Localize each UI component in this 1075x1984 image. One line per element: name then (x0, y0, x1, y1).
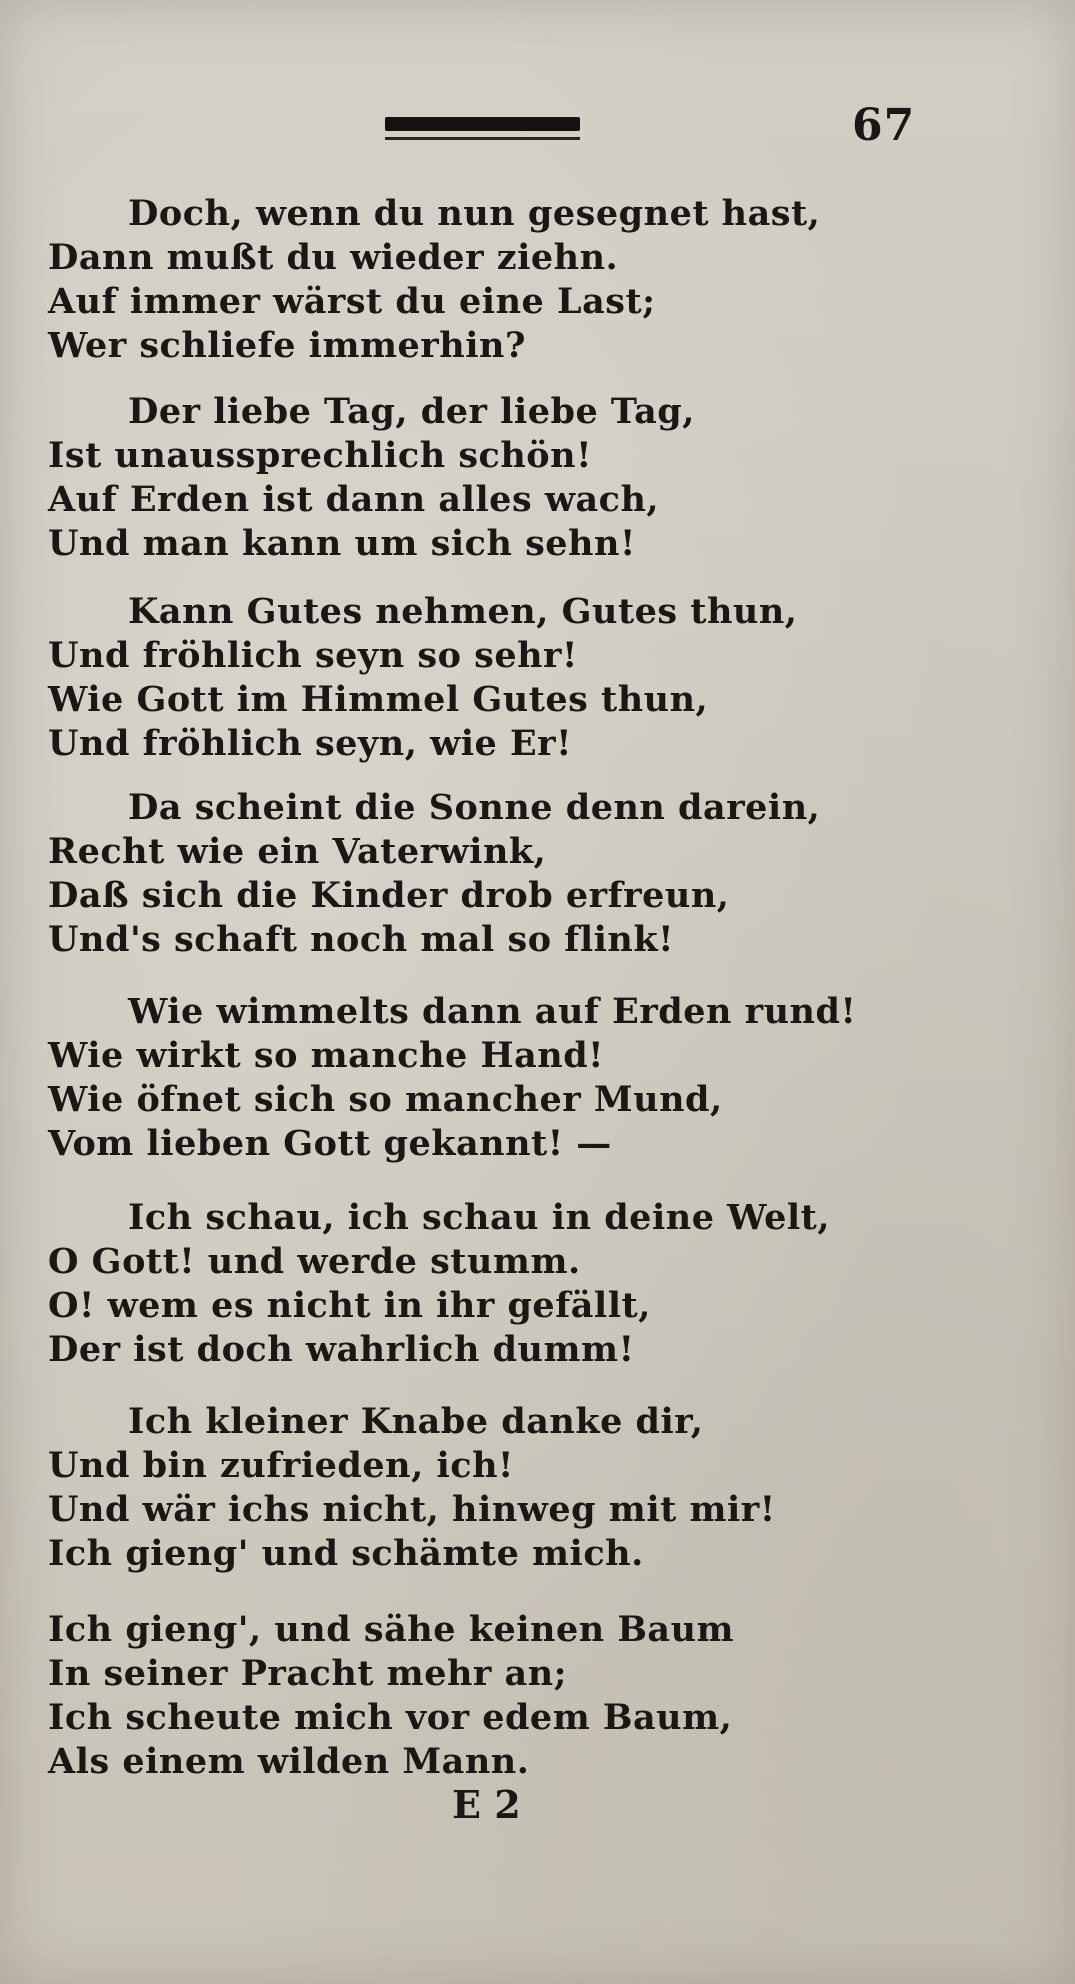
poem-line: Ich schau, ich schau in deine Welt, (128, 1197, 831, 1238)
poem-line: O Gott! und werde stumm. (48, 1241, 581, 1282)
poem-line: In seiner Pracht mehr an; (48, 1653, 568, 1694)
poem-line: Der liebe Tag, der liebe Tag, (128, 391, 695, 432)
stanza-5 (0, 990, 1075, 1166)
poem-line: Vom lieben Gott gekannt! — (48, 1123, 612, 1164)
poem-line: Ich gieng', und sähe keinen Baum (48, 1609, 735, 1650)
poem-line: Der ist doch wahrlich dumm! (48, 1329, 635, 1370)
poem-line: Auf immer wärst du eine Last; (48, 281, 656, 322)
header-rule (385, 117, 580, 131)
poem-line: Wie öfnet sich so mancher Mund, (48, 1079, 723, 1120)
poem-line: Als einem wilden Mann. (48, 1741, 530, 1782)
stanza-2 (0, 390, 1075, 566)
poem-line: Und bin zufrieden, ich! (48, 1445, 514, 1486)
poem-line: Daß sich die Kinder drob erfreun, (48, 875, 730, 916)
page-number: 67 (852, 100, 916, 151)
poem-line: O! wem es nicht in ihr gefällt, (48, 1285, 651, 1326)
poem-line: Da scheint die Sonne denn darein, (128, 787, 821, 828)
poem-line: Wie Gott im Himmel Gutes thun, (48, 679, 709, 720)
printer-signature: E 2 (452, 1782, 521, 1827)
poem-line: Ich scheute mich vor edem Baum, (48, 1697, 733, 1738)
poem-line: Ist unaussprechlich schön! (48, 435, 592, 476)
stanza-8 (0, 1608, 1075, 1784)
poem-line: Recht wie ein Vaterwink, (48, 831, 547, 872)
poem-line: Kann Gutes nehmen, Gutes thun, (128, 591, 798, 632)
poem-line: Wie wimmelts dann auf Erden rund! (128, 991, 857, 1032)
poem-line: Ich kleiner Knabe danke dir, (128, 1401, 704, 1442)
stanza-3 (0, 590, 1075, 766)
poem-line: Dann mußt du wieder ziehn. (48, 237, 619, 278)
stanza-6 (0, 1196, 1075, 1372)
poem-line: Und wär ichs nicht, hinweg mit mir! (48, 1489, 776, 1530)
poem-line: Wie wirkt so manche Hand! (48, 1035, 605, 1076)
poem-line: Und's schaft noch mal so flink! (48, 919, 674, 960)
poem-line: Ich gieng' und schämte mich. (48, 1533, 644, 1574)
stanza-4 (0, 786, 1075, 962)
header-rule-thin (385, 137, 580, 140)
poem-line: Und fröhlich seyn, wie Er! (48, 723, 572, 764)
stanza-1 (0, 192, 1075, 368)
stanza-7 (0, 1400, 1075, 1576)
poem-line: Auf Erden ist dann alles wach, (48, 479, 660, 520)
poem-line: Und man kann um sich sehn! (48, 523, 636, 564)
poem-line: Und fröhlich seyn so sehr! (48, 635, 578, 676)
poem-line: Doch, wenn du nun gesegnet hast, (128, 193, 821, 234)
poem-line: Wer schliefe immerhin? (48, 325, 526, 366)
